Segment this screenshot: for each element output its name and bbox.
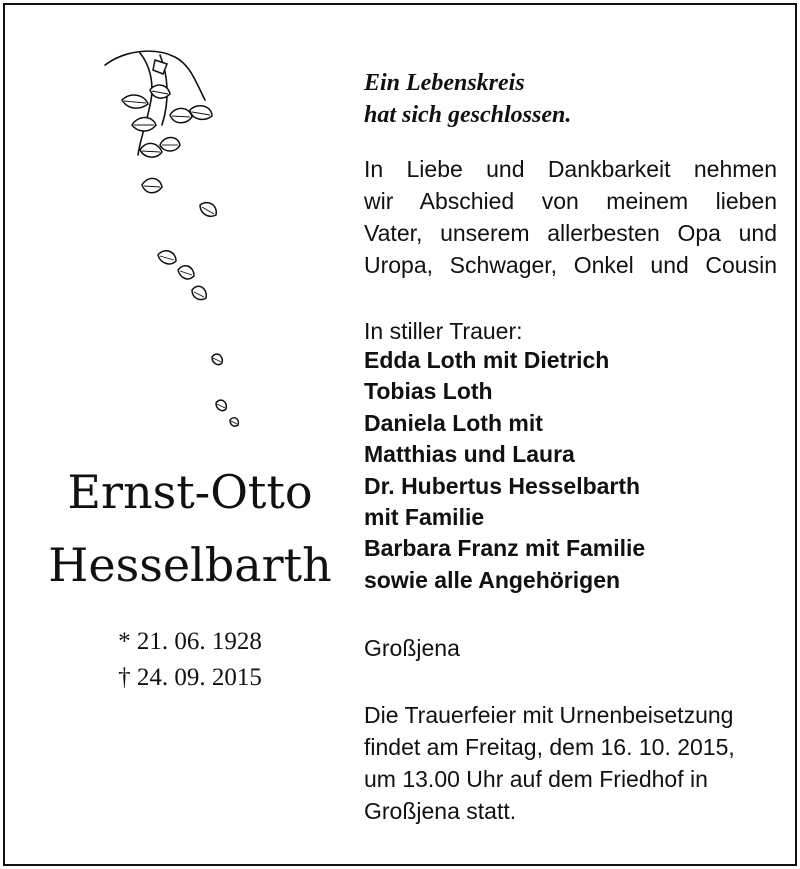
mourners-list [364,345,777,596]
deceased-last-name: Hesselbarth [48,538,332,592]
mourners-label: In stiller Trauer: [364,318,523,344]
farewell-line: Uropa, Schwager, Onkel und Cousin [364,252,777,278]
mourner: Edda Loth mit Dietrich [364,347,610,373]
place: Großjena [364,635,460,661]
deceased-first-name: Ernst-Otto [67,465,313,519]
mourner: sowie alle Angehörigen [364,566,621,593]
funeral-line: Die Trauerfeier mit Urnenbeisetzung [364,702,734,728]
funeral-line: findet am Freitag, dem 16. 10. 2015, [364,734,735,760]
mourner: Barbara Franz mit Familie [364,535,646,562]
mourner: Matthias und Laura [364,441,575,468]
funeral-notice [364,699,777,827]
death-date: † 24. 09. 2015 [118,664,262,691]
obituary-frame [3,3,797,866]
farewell-paragraph [364,153,777,281]
mourner: Daniela Loth mit [364,409,543,436]
birch-branch-leaves-icon [100,45,260,445]
motto-line: Ein Lebenskreis [364,70,525,96]
funeral-line: Großjena statt. [364,798,517,824]
farewell-line: wir Abschied von meinem lieben [364,188,777,214]
motto-line: hat sich geschlossen. [364,102,572,128]
motto [364,67,777,131]
birth-date: * 21. 06. 1928 [118,628,262,655]
mourner: Tobias Loth [364,378,493,405]
mourner: Dr. Hubertus Hesselbarth [364,472,641,499]
mourner: mit Familie [364,504,485,531]
farewell-line: Vater, unserem allerbesten Opa und [364,220,777,246]
farewell-line: In Liebe und Dankbarkeit nehmen [364,156,777,182]
funeral-line: um 13.00 Uhr auf dem Friedhof in [364,766,708,792]
